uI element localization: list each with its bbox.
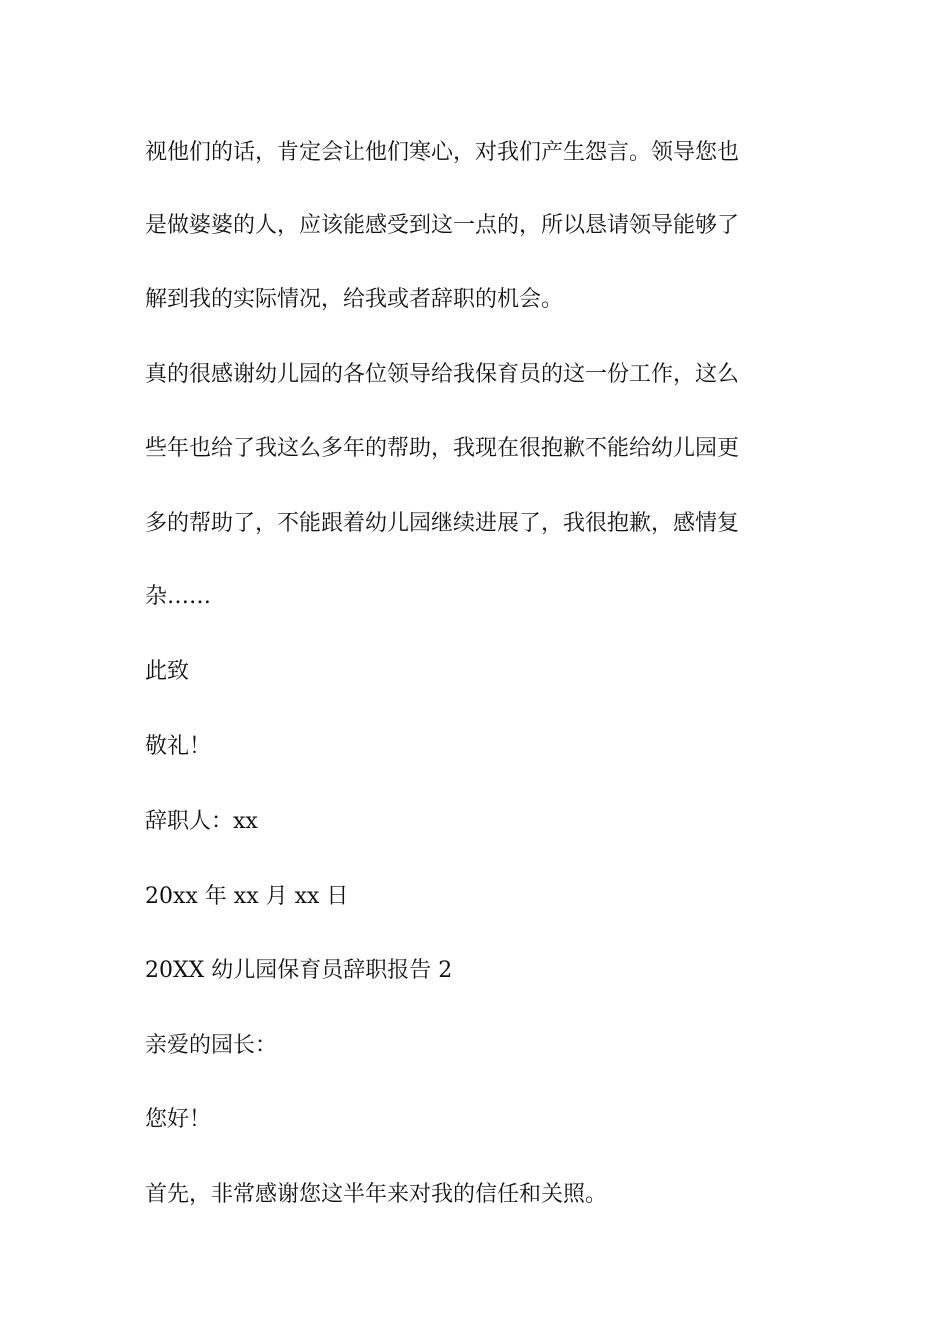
signer-line: 辞职人：xx [145, 809, 258, 834]
date-line: 20xx 年 xx 月 xx 日 [145, 884, 349, 909]
paragraph-1-line-2: 是做婆婆的人，应该能感受到这一点的，所以恳请领导能够了 [145, 213, 740, 238]
paragraph-2-line-4: 杂…… [145, 584, 212, 609]
paragraph-1-line-3: 解到我的实际情况，给我或者辞职的机会。 [145, 287, 564, 312]
hello-line: 您好！ [145, 1107, 212, 1132]
paragraph-2-line-2: 些年也给了我这么多年的帮助，我现在很抱歉不能给幼儿园更 [145, 436, 740, 461]
paragraph-2-line-3: 多的帮助了，不能跟着幼儿园继续进展了，我很抱歉，感情复 [145, 511, 740, 536]
closing-line: 此致 [145, 659, 190, 684]
section-title: 20XX 幼儿园保育员辞职报告 2 [145, 958, 453, 983]
paragraph-3-line-1: 首先，非常感谢您这半年来对我的信任和关照。 [145, 1182, 608, 1207]
paragraph-1-line-1: 视他们的话，肯定会让他们寒心，对我们产生怨言。领导您也 [145, 140, 740, 165]
paragraph-2-line-1: 真的很感谢幼儿园的各位领导给我保育员的这一份工作，这么 [145, 362, 740, 387]
greeting-line: 亲爱的园长： [145, 1033, 278, 1058]
salute-line: 敬礼！ [145, 734, 212, 759]
